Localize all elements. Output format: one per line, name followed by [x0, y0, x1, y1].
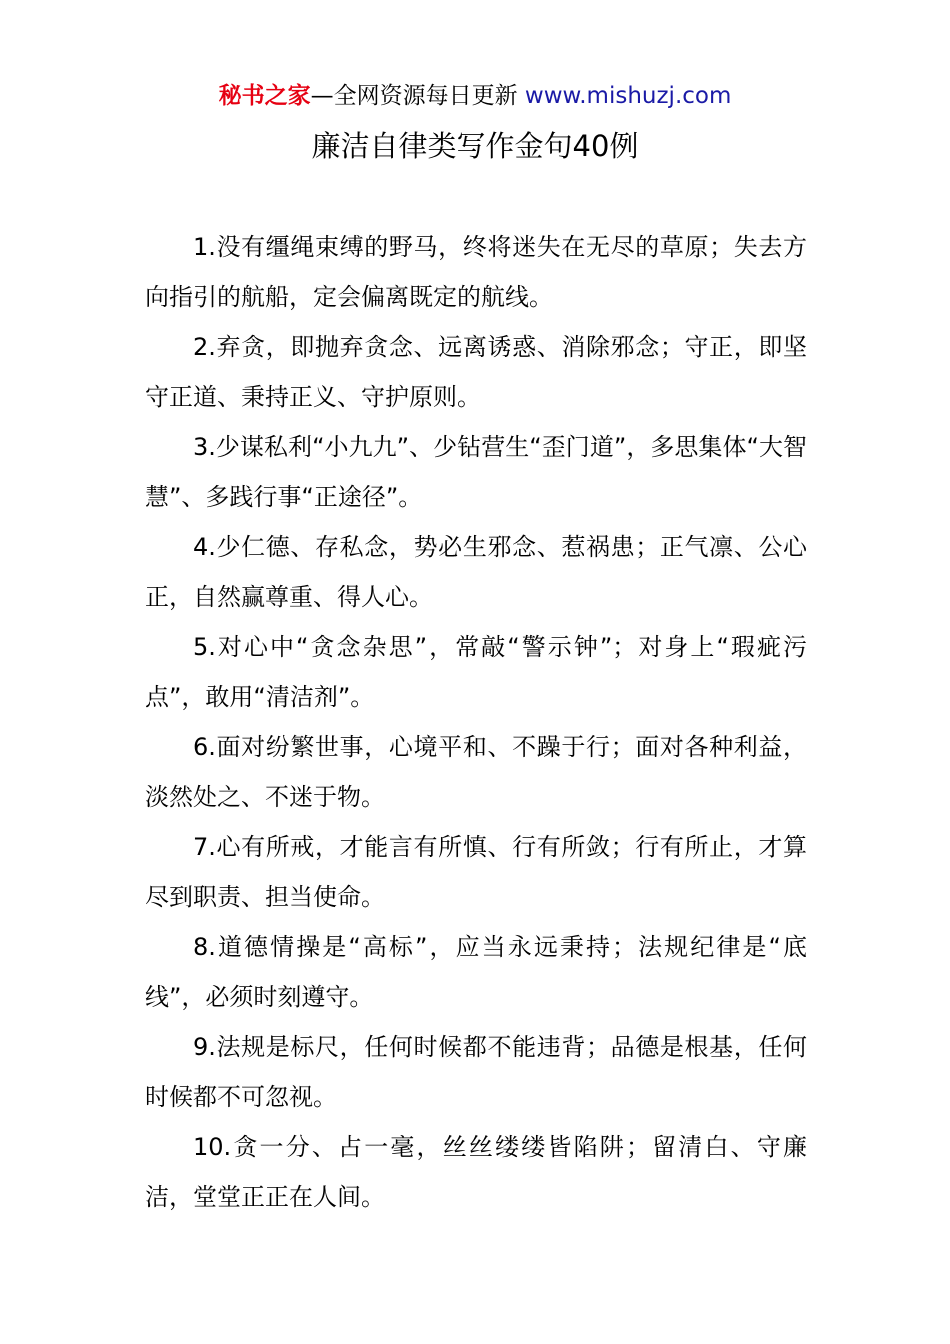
- paragraph-6: 6.面对纷繁世事，心境平和、不躁于行；面对各种利益，淡然处之、不迷于物。: [145, 733, 807, 811]
- paragraph-3: 3.少谋私利“小九九”、少钻营生“歪门道”，多思集体“大智慧”、多践行事“正途径”。: [145, 433, 807, 511]
- paragraph-7: 7.心有所戒，才能言有所慎、行有所敛；行有所止，才算尽到职责、担当使命。: [145, 833, 807, 911]
- site-header: [0, 80, 950, 112]
- paragraph-5: 5.对心中“贪念杂思”，常敲“警示钟”；对身上“瑕疵污点”，敢用“清洁剂”。: [145, 633, 807, 711]
- paragraph-9: 9.法规是标尺，任何时候都不能违背；品德是根基，任何时候都不可忽视。: [145, 1033, 807, 1111]
- site-url-link[interactable]: www.mishuzj.com: [524, 83, 732, 109]
- document-body: [145, 222, 807, 1222]
- paragraph-2: 2.弃贪，即抛弃贪念、远离诱惑、消除邪念；守正，即坚守正道、秉持正义、守护原则。: [145, 333, 807, 411]
- paragraph-8: 8.道德情操是“高标”，应当永远秉持；法规纪律是“底线”，必须时刻遵守。: [145, 933, 807, 1011]
- brand-name: 秘书之家: [218, 83, 311, 109]
- paragraph-4: 4.少仁德、存私念，势必生邪念、惹祸患；正气凛、公心正，自然赢尊重、得人心。: [145, 533, 807, 611]
- paragraph-10: 10.贪一分、占一毫，丝丝缕缕皆陷阱；留清白、守廉洁，堂堂正正在人间。: [145, 1133, 807, 1211]
- paragraph-1: 1.没有缰绳束缚的野马，终将迷失在无尽的草原；失去方向指引的航船，定会偏离既定的航线。: [145, 233, 807, 311]
- header-tagline: —全网资源每日更新: [310, 83, 518, 109]
- document-title: 廉洁自律类写作金句40例: [311, 129, 639, 163]
